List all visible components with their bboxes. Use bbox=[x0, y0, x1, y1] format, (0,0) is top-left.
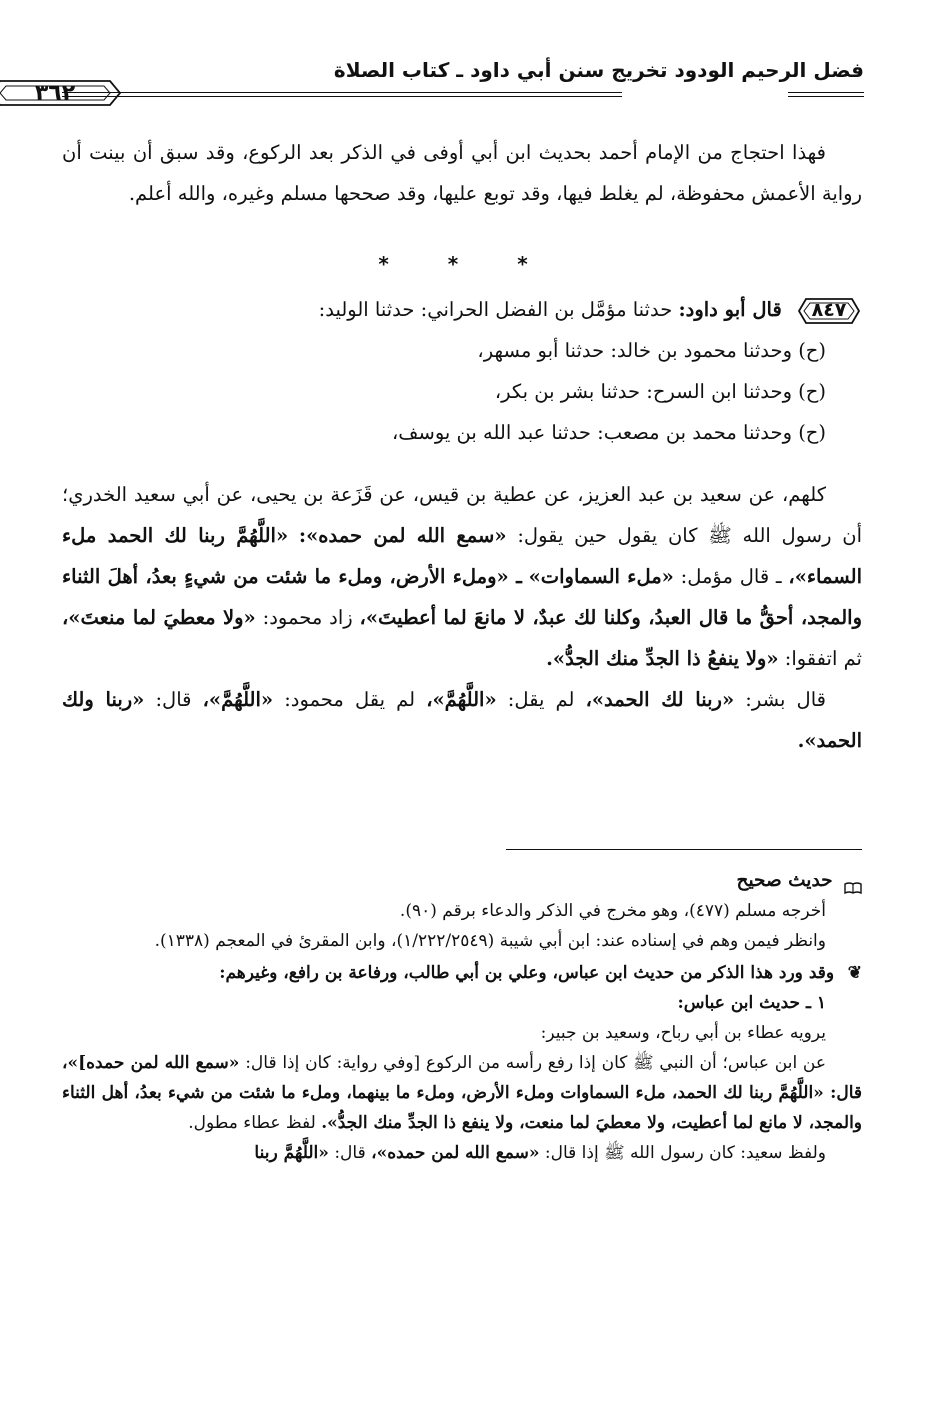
bishr-paragraph bbox=[62, 679, 862, 761]
isnad-line: (ح) وحدثنا محمد بن مصعب: حدثنا عبد الله بن يوسف، bbox=[392, 421, 826, 444]
matn-quote: «اللَّهُمَّ»، bbox=[202, 688, 274, 711]
note-text: قال: bbox=[334, 1143, 366, 1163]
hadith-number-badge bbox=[796, 296, 862, 326]
note-line bbox=[62, 958, 862, 988]
note-line: يرويه عطاء بن أبي رباح، وسعيد بن جبير: bbox=[540, 1023, 826, 1043]
isnad-line: (ح) وحدثنا ابن السرح: حدثنا بشر بن بكر، bbox=[494, 380, 826, 403]
running-title: فضل الرحيم الودود تخريج سنن أبي داود ـ كتاب الصلاة bbox=[333, 58, 864, 82]
matn-quote: «ربنا لك الحمد»، bbox=[585, 688, 735, 711]
note-quote: «سمع الله لمن حمده»، bbox=[371, 1143, 540, 1163]
note-quote: «اللَّهُمَّ ربنا bbox=[254, 1143, 329, 1163]
matn-text: قال بشر: bbox=[745, 688, 826, 711]
matn-quote: ـ «وملء الأرض، وملء ما شئت من شيءٍ بعدُ، أهلَ الثناء والمجد، أحقُّ ما قال العبدُ، وكلنا لك عبدٌ، لا مانعَ لما أعطيتَ»، bbox=[62, 565, 862, 629]
isnad-line bbox=[62, 289, 862, 330]
matn-quote: «اللَّهُمَّ ربنا لك الحمد ملء السماء»، bbox=[62, 524, 863, 588]
note-text: لفظ عطاء مطول. bbox=[188, 1113, 316, 1133]
hadith-matn bbox=[62, 474, 862, 761]
matn-quote: «سمع الله لمن حمده»: bbox=[298, 524, 507, 547]
isnad-line: (ح) وحدثنا محمود بن خالد: حدثنا أبو مسهر، bbox=[477, 339, 826, 362]
paragraph-1 bbox=[62, 132, 862, 214]
notes-title: حديث صحيح bbox=[736, 870, 833, 891]
page-number-frame bbox=[0, 78, 124, 108]
note-text: عن ابن عباس؛ أن النبي ﷺ كان إذا رفع رأسه من الركوع [وفي رواية: كان إذا قال: bbox=[245, 1053, 827, 1073]
footnote-divider bbox=[506, 849, 862, 850]
matn-quote: «ملء السماوات» bbox=[528, 565, 674, 588]
takhrij-notes bbox=[62, 866, 862, 1168]
page-header bbox=[34, 52, 864, 112]
hadith-isnad bbox=[62, 289, 862, 453]
matn-quote: «ربنا ولك الحمد». bbox=[62, 688, 862, 752]
matn-text: لم يقل محمود: bbox=[284, 688, 416, 711]
note-text: وقد ورد هذا الذكر من حديث ابن عباس، وعلي بن أبي طالب، ورفاعة بن رافع، وغيرهم: bbox=[219, 963, 835, 983]
matn-quote: «ولا ينفعُ ذا الجدِّ منك الجدُّ». bbox=[546, 647, 779, 670]
matn-text: قال: bbox=[155, 688, 192, 711]
paragraph-text: فهذا احتجاج من الإمام أحمد بحديث ابن أبي أوفى في الذكر بعد الركوع، وقد سبق أن بينت أن رواية الأعمش محفوظة، لم يغلط فيها، وقد توبع عليها، وقد صححها مسلم وغيره، والله أعلم. bbox=[62, 141, 862, 205]
note-line: أخرجه مسلم (٤٧٧)، وهو مخرج في الذكر والدعاء برقم (٩٠). bbox=[399, 901, 826, 921]
note-line: وانظر فيمن وهم في إسناده عند: ابن أبي شيبة (١/٢٢٢/٢٥٤٩)، وابن المقرئ في المعجم (١٣٣٨). bbox=[154, 931, 826, 951]
note-line bbox=[62, 1138, 862, 1168]
header-rule-left bbox=[62, 92, 622, 93]
header-rule-right bbox=[788, 92, 864, 93]
book-icon bbox=[844, 875, 862, 889]
notes-title-line bbox=[62, 866, 862, 896]
hadith-number: ٨٤٧ bbox=[811, 299, 847, 321]
isnad-text: حدثنا مؤمَّل بن الفضل الحراني: حدثنا الوليد: bbox=[318, 298, 673, 321]
matn-text: لم يقل: bbox=[507, 688, 575, 711]
isnad-intro: قال أبو داود: bbox=[678, 298, 782, 321]
matn-quote: «اللَّهُمَّ»، bbox=[426, 688, 497, 711]
matn-text: ـ قال مؤمل: bbox=[680, 565, 782, 588]
note-quote: «سمع الله لمن حمده]»، قال: «اللَّهُمَّ ربنا لك الحمد، ملء السماوات وملء الأرض، وملء ما بينهما، وملء ما شئت من شيء بعدُ، أهل الثناء والمجد، لا مانع لما أعطيت، ولا معطيَ لما منعت، ولا ينفع ذا الجدِّ منك الجدُّ». bbox=[62, 1053, 862, 1133]
matn-paragraph bbox=[62, 474, 862, 679]
section-separator: * * * bbox=[378, 252, 554, 276]
note-heading: ١ ـ حديث ابن عباس: bbox=[677, 993, 826, 1013]
matn-quote: «ولا معطيَ لما منعتَ»، bbox=[62, 606, 256, 629]
page-number: ٣٦٢ bbox=[34, 80, 76, 106]
note-text: ولفظ سعيد: كان رسول الله ﷺ إذا قال: bbox=[544, 1143, 826, 1163]
leaf-icon: ❦ bbox=[847, 963, 862, 983]
matn-text: زاد محمود: bbox=[262, 606, 353, 629]
note-line bbox=[62, 1048, 862, 1138]
matn-text: كلهم، عن سعيد بن عبد العزيز، عن عطية بن قيس، عن قَزَعة بن يحيى، عن أبي سعيد الخدري؛ أن رسول الله ﷺ كان يقول حين يقول: bbox=[62, 483, 863, 547]
matn-text: ثم اتفقوا: bbox=[784, 647, 862, 670]
